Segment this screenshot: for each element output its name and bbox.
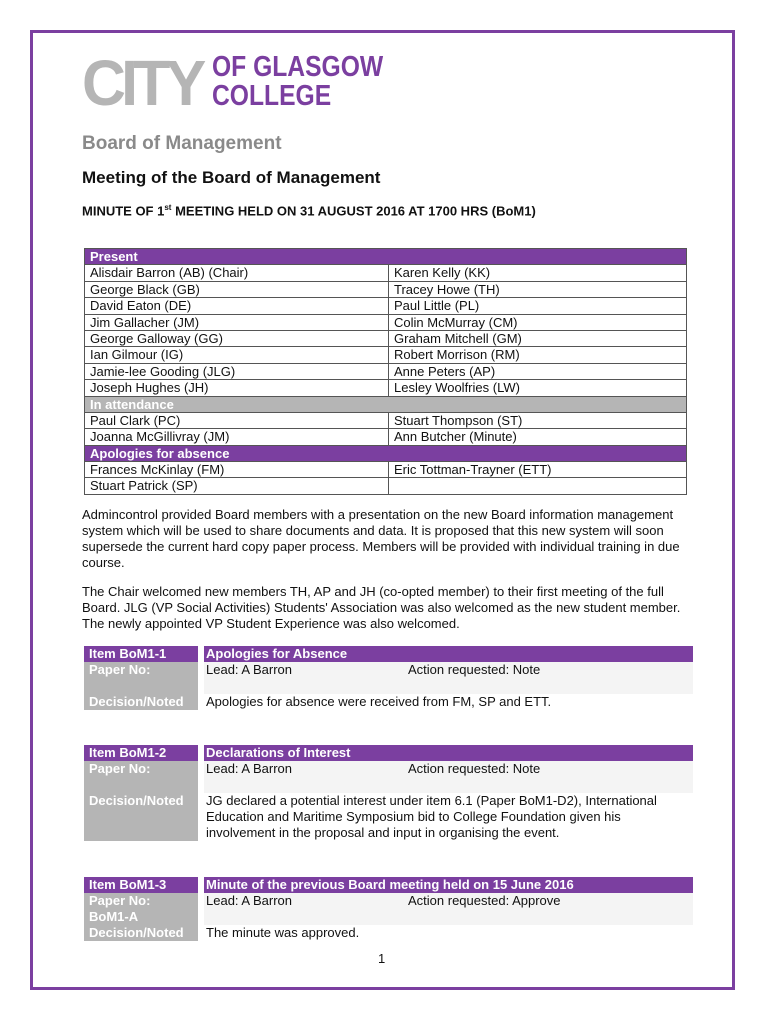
item-lead: Lead: A Barron bbox=[206, 761, 293, 776]
item-lead: Lead: A Barron bbox=[206, 893, 293, 908]
table-row bbox=[85, 265, 687, 281]
item-action: Action requested: Note bbox=[408, 662, 541, 677]
table-row bbox=[85, 314, 687, 330]
item-decision: The minute was approved. bbox=[206, 925, 360, 940]
apologies-header: Apologies for absence bbox=[85, 445, 687, 461]
minute-prefix: MINUTE OF 1 bbox=[82, 203, 165, 219]
item-title: Declarations of Interest bbox=[204, 745, 693, 761]
paper-label-text: Paper No: bbox=[89, 761, 151, 776]
paper-label-text: Paper No: bbox=[89, 662, 151, 677]
table-row bbox=[85, 412, 687, 428]
present-name: Joseph Hughes (JH) bbox=[85, 380, 389, 396]
present-name: Colin McMurray (CM) bbox=[389, 314, 687, 330]
minute-heading bbox=[82, 203, 536, 218]
paper-label bbox=[84, 761, 198, 793]
attendee-name: Ann Butcher (Minute) bbox=[389, 429, 687, 445]
minute-sup: st bbox=[164, 203, 172, 212]
logo-city: CITY bbox=[82, 47, 202, 119]
table-row bbox=[85, 281, 687, 297]
paper-label bbox=[84, 893, 198, 925]
table-row bbox=[85, 462, 687, 478]
present-name: Robert Morrison (RM) bbox=[389, 347, 687, 363]
agenda-item-3 bbox=[84, 877, 693, 941]
table-row bbox=[85, 429, 687, 445]
item-lead: Lead: A Barron bbox=[206, 662, 293, 677]
decision-label: Decision/Noted bbox=[84, 694, 198, 710]
item-title: Apologies for Absence bbox=[204, 646, 693, 662]
present-name: Jim Gallacher (JM) bbox=[85, 314, 389, 330]
table-row bbox=[85, 298, 687, 314]
table-row bbox=[85, 380, 687, 396]
present-name: Ian Gilmour (IG) bbox=[85, 347, 389, 363]
board-title: Board of Management bbox=[82, 133, 282, 154]
decision-label: Decision/Noted bbox=[84, 925, 198, 941]
attendee-name: Paul Clark (PC) bbox=[85, 412, 389, 428]
logo-college: COLLEGE bbox=[211, 80, 331, 112]
item-decision: Apologies for absence were received from FM, SP and ETT. bbox=[206, 694, 552, 709]
meeting-title: Meeting of the Board of Management bbox=[82, 168, 381, 187]
paragraph-admincontrol: Admincontrol provided Board members with a presentation on the new Board information management system which will be used to share documents and data. It is proposed that this new system will soon supersede the current hard copy paper process. Members will be provided with individual training in due course. bbox=[82, 507, 680, 570]
attendance-table bbox=[84, 248, 687, 495]
paper-label-text: Paper No: bbox=[89, 893, 151, 908]
minute-suffix: MEETING HELD ON 31 AUGUST 2016 AT 1700 HRS (BoM1) bbox=[171, 203, 536, 219]
item-action: Action requested: Approve bbox=[408, 893, 561, 908]
paragraph-welcome: The Chair welcomed new members TH, AP and JH (co-opted member) to their first meeting of the full Board. JLG (VP Social Activities) Students' Association was also welcomed as the new student member. The newly appointed VP Student Experience was also welcomed. bbox=[82, 584, 681, 631]
paper-label bbox=[84, 662, 198, 694]
table-row bbox=[85, 363, 687, 379]
agenda-item-2 bbox=[84, 745, 693, 841]
attendee-name: Stuart Thompson (ST) bbox=[389, 412, 687, 428]
present-name: Alisdair Barron (AB) (Chair) bbox=[85, 265, 389, 281]
present-name: David Eaton (DE) bbox=[85, 298, 389, 314]
attendee-name: Joanna McGillivray (JM) bbox=[85, 429, 389, 445]
apology-name bbox=[389, 478, 687, 494]
logo-subtitle bbox=[212, 53, 383, 111]
apology-name: Frances McKinlay (FM) bbox=[85, 462, 389, 478]
present-name: Anne Peters (AP) bbox=[389, 363, 687, 379]
item-action: Action requested: Note bbox=[408, 761, 541, 776]
item-decision: JG declared a potential interest under item 6.1 (Paper BoM1-D2), International Education and Maritime Symposium bid to College Foundation given his involvement in the proposal and input in organising the event. bbox=[206, 793, 657, 840]
logo-of-glasgow: OF GLASGOW bbox=[211, 51, 383, 83]
present-name: George Galloway (GG) bbox=[85, 330, 389, 346]
apology-name: Eric Tottman-Trayner (ETT) bbox=[389, 462, 687, 478]
college-logo bbox=[82, 47, 413, 119]
table-row bbox=[85, 347, 687, 363]
present-header: Present bbox=[85, 249, 687, 265]
present-name: Jamie-lee Gooding (JLG) bbox=[85, 363, 389, 379]
in-attendance-header: In attendance bbox=[85, 396, 687, 412]
table-row bbox=[85, 478, 687, 494]
table-row bbox=[85, 330, 687, 346]
item-code: Item BoM1-1 bbox=[84, 646, 198, 662]
paper-ref: BoM1-A bbox=[89, 909, 139, 924]
item-title: Minute of the previous Board meeting held on 15 June 2016 bbox=[204, 877, 693, 893]
item-code: Item BoM1-3 bbox=[84, 877, 198, 893]
present-name: Paul Little (PL) bbox=[389, 298, 687, 314]
present-name: Lesley Woolfries (LW) bbox=[389, 380, 687, 396]
present-name: Graham Mitchell (GM) bbox=[389, 330, 687, 346]
present-name: Karen Kelly (KK) bbox=[389, 265, 687, 281]
decision-label: Decision/Noted bbox=[84, 793, 198, 841]
agenda-item-1 bbox=[84, 646, 693, 710]
apology-name: Stuart Patrick (SP) bbox=[85, 478, 389, 494]
page-number: 1 bbox=[378, 951, 386, 966]
present-name: George Black (GB) bbox=[85, 281, 389, 297]
present-name: Tracey Howe (TH) bbox=[389, 281, 687, 297]
item-code: Item BoM1-2 bbox=[84, 745, 198, 761]
